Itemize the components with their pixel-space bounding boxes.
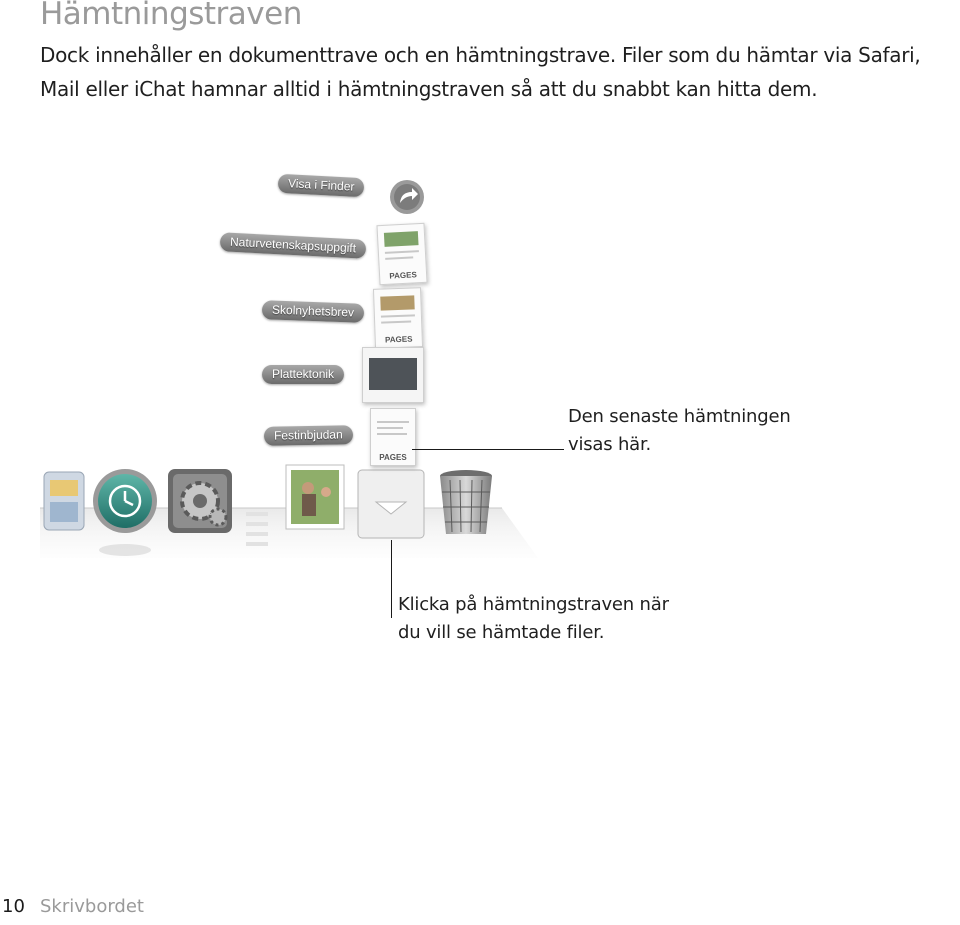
callout-latest-download: Den senaste hämtningen visas här. [568, 406, 791, 455]
stack-item-doc-naturvetenskapsuppgift[interactable] [376, 223, 427, 285]
callout-leader-stack [391, 540, 392, 618]
page-number: 10 [2, 896, 25, 917]
dock-illustration [40, 172, 560, 572]
doc-thumbnail [384, 231, 419, 247]
downloads-stack-icon[interactable] [358, 470, 424, 538]
system-preferences-icon[interactable] [168, 469, 232, 533]
stack-item-doc-plattektonik[interactable] [362, 347, 424, 403]
stack-item-doc-festinbjudan[interactable] [370, 408, 416, 466]
doc-text-line [385, 256, 413, 259]
photo-stack-icon[interactable] [286, 465, 344, 529]
doc-text-line [377, 427, 403, 429]
intro-paragraph: Dock innehåller en dokumenttrave och en hämtningstrave. Filer som du hämtar via Safari, Mail eller iChat hamnar alltid i hämtningstraven så att du snabbt kan hitta dem. [40, 43, 921, 101]
stack-item-doc-skolnyhetsbrev[interactable] [373, 287, 423, 349]
stack-item-label-plattektonik[interactable]: Plattektonik [262, 365, 344, 384]
stack-item-label-visa-i-finder[interactable]: Visa i Finder [278, 174, 365, 198]
stack-item-label-naturvetenskapsuppgift[interactable]: Naturvetenskapsuppgift [220, 232, 367, 259]
footer-section-name: Skrivbordet [40, 896, 144, 917]
trash-icon[interactable] [440, 470, 492, 534]
open-in-finder-icon[interactable] [390, 180, 424, 214]
doc-type-tag: PAGES [389, 270, 418, 281]
doc-text-line [377, 433, 407, 435]
callout-leader-latest [412, 449, 564, 450]
doc-text-line [381, 314, 415, 317]
stack-item-label-skolnyhetsbrev[interactable]: Skolnyhetsbrev [262, 300, 365, 323]
doc-text-line [377, 421, 409, 423]
doc-text-line [385, 250, 419, 254]
doc-text-line [381, 321, 411, 324]
section-heading: Hämtningstraven [40, 0, 302, 32]
doc-type-tag: PAGES [379, 453, 407, 462]
callout-click-stack: Klicka på hämtningstraven när du vill se hämtade filer. [398, 594, 669, 643]
presentation-slide-thumbnail [369, 358, 417, 390]
doc-thumbnail [380, 295, 414, 310]
stack-item-label-festinbjudan[interactable]: Festinbjudan [264, 425, 353, 446]
app-icon-partial[interactable] [44, 472, 84, 530]
doc-type-tag: PAGES [384, 334, 413, 345]
